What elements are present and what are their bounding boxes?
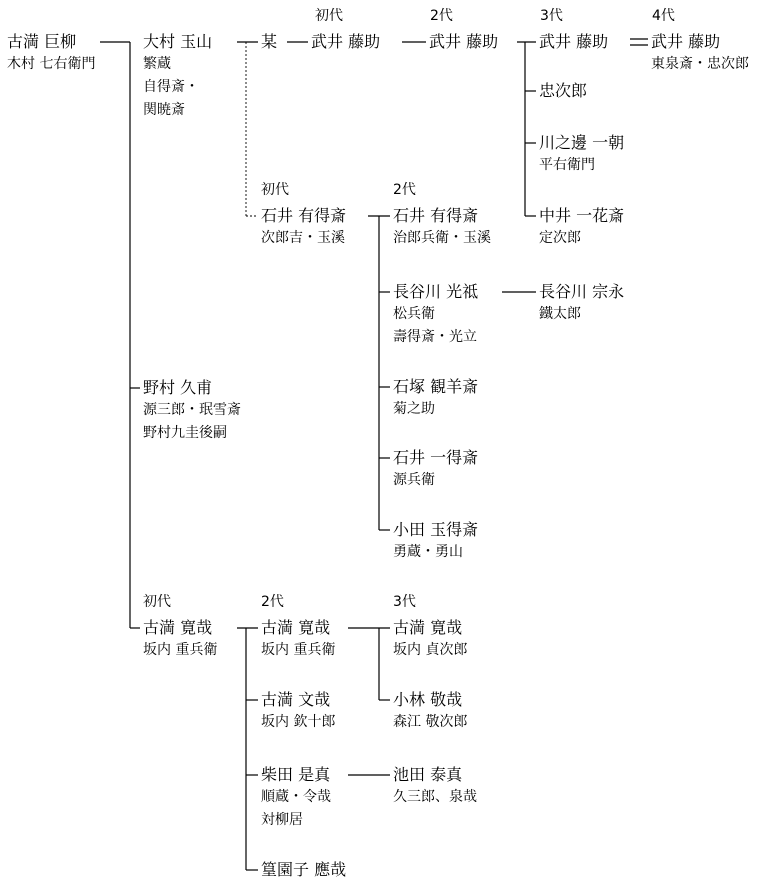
generation-label: 初代 bbox=[261, 182, 289, 198]
person-name: 古満 寛哉 bbox=[143, 618, 213, 637]
person-name: 石井 一得斎 bbox=[393, 448, 479, 467]
person-alias: 坂内 重兵衛 bbox=[143, 642, 218, 658]
person-alias: 壽得斎・光立 bbox=[393, 329, 477, 345]
person-taisai bbox=[393, 764, 477, 809]
person-name: 大村 玉山 bbox=[143, 32, 213, 51]
generation-label: 初代 bbox=[143, 594, 171, 610]
person-kansai-1 bbox=[143, 617, 217, 662]
person-name: 川之邊 一朝 bbox=[539, 133, 625, 152]
person-name: 石塚 観羊斎 bbox=[393, 377, 479, 396]
person-soei bbox=[539, 281, 624, 326]
person-osai bbox=[261, 859, 346, 881]
person-name: 石井 有得斎 bbox=[261, 206, 347, 225]
person-tosuke-2 bbox=[429, 31, 498, 53]
person-alias: 木村 七右衛門 bbox=[7, 56, 96, 72]
generation-label: 3代 bbox=[540, 8, 563, 24]
person-gyokuzan bbox=[143, 31, 212, 122]
person-kansai-3 bbox=[393, 617, 467, 662]
person-alias: 繁蔵 bbox=[143, 56, 171, 72]
person-name: 古満 文哉 bbox=[261, 690, 331, 709]
generation-label: 2代 bbox=[261, 594, 284, 610]
person-kyuho bbox=[143, 377, 241, 445]
person-alias: 久三郎、泉哉 bbox=[393, 789, 477, 805]
person-alias: 定次郎 bbox=[539, 230, 581, 246]
person-alias: 東泉斎・忠次郎 bbox=[651, 56, 749, 72]
person-alias: 次郎吉・玉溪 bbox=[261, 230, 345, 246]
generation-label: 2代 bbox=[430, 8, 453, 24]
person-yutokusai-1 bbox=[261, 205, 346, 250]
person-gyokutokusai bbox=[393, 519, 478, 564]
person-alias: 菊之助 bbox=[393, 401, 435, 417]
person-name: 某 bbox=[261, 32, 278, 51]
person-alias: 自得斎・ bbox=[143, 79, 199, 95]
person-alias: 関暁斎 bbox=[143, 102, 185, 118]
person-alias: 対柳居 bbox=[261, 812, 303, 828]
person-name: 長谷川 光祗 bbox=[393, 282, 479, 301]
person-alias: 勇蔵・勇山 bbox=[393, 544, 463, 560]
person-tosuke-1 bbox=[311, 31, 380, 53]
person-bunsai bbox=[261, 689, 335, 734]
person-kanyosai bbox=[393, 376, 478, 421]
person-nakai bbox=[539, 205, 624, 250]
person-name: 中井 一花斎 bbox=[539, 206, 625, 225]
person-alias: 源兵衛 bbox=[393, 472, 435, 488]
person-name: 古満 寛哉 bbox=[393, 618, 463, 637]
person-name: 池田 泰真 bbox=[393, 765, 463, 784]
person-alias: 坂内 重兵衛 bbox=[261, 642, 336, 658]
person-alias: 野村九圭後嗣 bbox=[143, 425, 227, 441]
person-name: 小林 敬哉 bbox=[393, 690, 463, 709]
generation-label: 2代 bbox=[393, 182, 416, 198]
person-alias: 源三郎・珉雪斎 bbox=[143, 402, 241, 418]
person-name: 武井 藤助 bbox=[429, 32, 499, 51]
person-alias: 松兵衛 bbox=[393, 306, 435, 322]
generation-label: 初代 bbox=[315, 8, 343, 24]
generation-label: 3代 bbox=[393, 594, 416, 610]
generation-label: 4代 bbox=[652, 8, 675, 24]
person-alias: 順蔵・令哉 bbox=[261, 789, 331, 805]
person-name: 武井 藤助 bbox=[311, 32, 381, 51]
person-kyoryu bbox=[7, 31, 95, 76]
person-bou bbox=[261, 31, 277, 53]
person-name: 武井 藤助 bbox=[651, 32, 721, 51]
person-alias: 治郎兵衛・玉溪 bbox=[393, 230, 491, 246]
person-name: 石井 有得斎 bbox=[393, 206, 479, 225]
person-yutokusai-2 bbox=[393, 205, 491, 250]
person-tosuke-4 bbox=[651, 31, 749, 76]
person-chujiro bbox=[539, 80, 587, 102]
person-zeshin bbox=[261, 764, 331, 832]
person-alias: 坂内 貞次郎 bbox=[393, 642, 468, 658]
person-name: 古満 寛哉 bbox=[261, 618, 331, 637]
person-name: 野村 久甫 bbox=[143, 378, 213, 397]
person-ittokusai bbox=[393, 447, 478, 492]
person-alias: 平右衛門 bbox=[539, 157, 595, 173]
person-koshi bbox=[393, 281, 478, 349]
person-name: 忠次郎 bbox=[539, 81, 588, 100]
person-tosuke-3 bbox=[539, 31, 608, 53]
person-name: 柴田 是真 bbox=[261, 765, 331, 784]
person-keisai bbox=[393, 689, 467, 734]
person-kawanobe bbox=[539, 132, 624, 177]
person-alias: 鐵太郎 bbox=[539, 306, 581, 322]
person-kansai-2 bbox=[261, 617, 335, 662]
person-name: 小田 玉得斎 bbox=[393, 520, 479, 539]
person-name: 古満 巨柳 bbox=[7, 32, 77, 51]
person-name: 篁園子 應哉 bbox=[261, 860, 347, 879]
person-alias: 森江 敬次郎 bbox=[393, 714, 468, 730]
person-alias: 坂内 欽十郎 bbox=[261, 714, 336, 730]
person-name: 長谷川 宗永 bbox=[539, 282, 625, 301]
person-name: 武井 藤助 bbox=[539, 32, 609, 51]
